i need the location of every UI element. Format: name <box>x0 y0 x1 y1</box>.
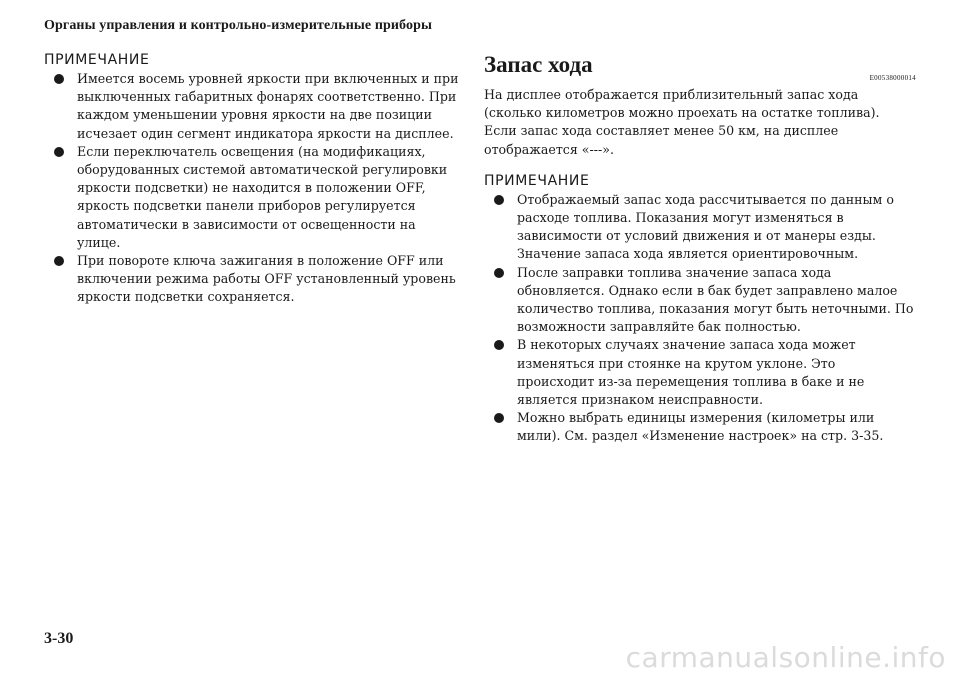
list-item-text: При повороте ключа зажигания в положение OFF или включении режима работы OFF установленный уровень яркости подсветки сохраняется. <box>77 253 456 305</box>
left-column <box>44 52 462 307</box>
bullet-dot-icon <box>54 74 64 84</box>
list-item-text: Отображаемый запас хода рассчитывается по данным о расходе топлива. Показания могут изменяться в зависимости от условий движения и от манеры езды. Значение запаса хода является ориентировочным. <box>517 191 894 262</box>
bullet-dot-icon <box>494 413 504 423</box>
list-item <box>484 264 916 337</box>
watermark: carmanualsonline.info <box>625 641 946 674</box>
list-item <box>44 252 462 307</box>
list-item <box>484 336 916 409</box>
bullet-dot-icon <box>494 340 504 350</box>
section-intro: На дисплее отображается приблизительный запас хода (сколько километров можно проехать на остатке топлива). Если запас хода составляет менее 50 км, на дисплее отображается «---». <box>484 87 880 157</box>
list-item-text: Имеется восемь уровней яркости при включенных и при выключенных габаритных фонарях соответственно. При каждом уменьшении уровня яркости на две позиции исчезает один сегмент индикатора яркости на дисплее. <box>77 71 459 141</box>
section-title: Запас хода <box>484 52 593 77</box>
note-block <box>484 173 916 446</box>
note-heading: ПРИМЕЧАНИЕ <box>44 52 150 68</box>
bullet-dot-icon <box>494 268 504 278</box>
list-item-text: В некоторых случаях значение запаса хода может изменяться при стоянке на крутом уклоне. Это происходит из-за перемещения топлива в баке и не является признаком неисправности. <box>517 337 865 408</box>
list-item-text: Можно выбрать единицы измерения (километры или мили). См. раздел «Изменение настроек» на стр. 3-35. <box>517 410 884 444</box>
note-list <box>44 70 462 307</box>
bullet-dot-icon <box>54 256 64 266</box>
list-item <box>44 143 462 252</box>
page-number: 3-30 <box>44 630 74 647</box>
right-column <box>484 52 916 446</box>
section-code: E00538000014 <box>869 74 916 82</box>
list-item <box>484 409 916 445</box>
bullet-dot-icon <box>494 195 504 205</box>
page-header-title: Органы управления и контрольно-измерительные приборы <box>44 18 432 33</box>
list-item-text: После заправки топлива значение запаса хода обновляется. Однако если в бак будет заправлено малое количество топлива, показания могут быть неточными. По возможности заправляйте бак полностью. <box>517 264 914 335</box>
list-item <box>484 191 916 264</box>
list-item-text: Если переключатель освещения (на модификациях, оборудованных системой автоматической регулировки яркости подсветки) не находится в положении OFF, яркость подсветки панели приборов регулируется автоматически в зависимости от освещенности на улице. <box>77 143 448 250</box>
list-item <box>44 70 462 143</box>
note-list <box>484 191 916 446</box>
bullet-dot-icon <box>54 147 64 157</box>
note-heading: ПРИМЕЧАНИЕ <box>484 172 590 189</box>
